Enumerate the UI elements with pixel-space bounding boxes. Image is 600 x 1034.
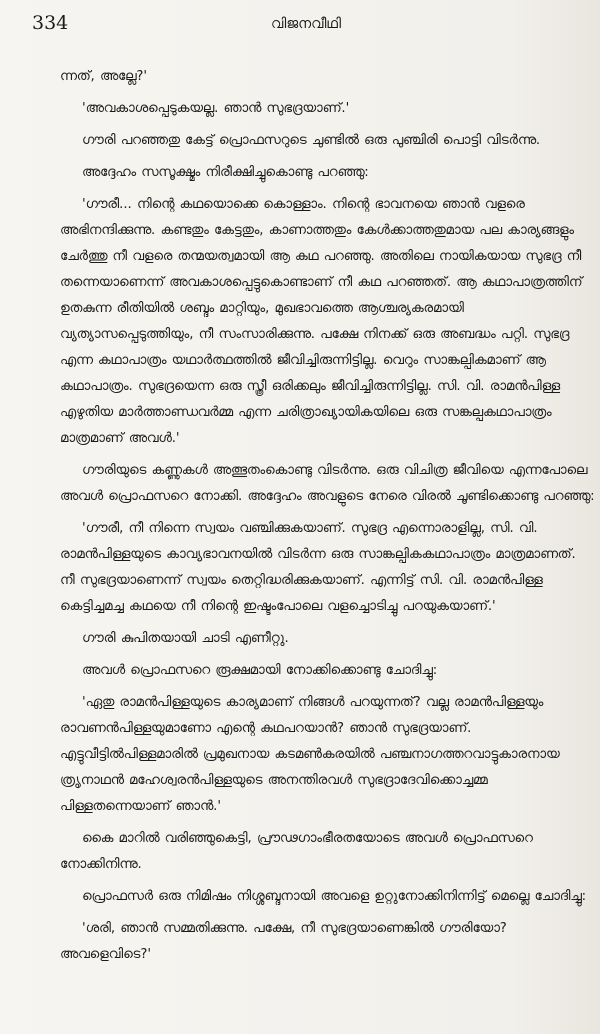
paragraph: 'ഗൗരീ, നീ നിന്നെ സ്വയം വഞ്ചിക്കുകയാണ്. സുഭദ്ര എന്നൊരാളില്ല, സി. വി. രാമൻപിള്ളയുടെ കാവ്യഭാവനയിൽ വിടർന്ന ഒരു സാങ്കല്പികകഥാപാത്രം മാത്രമാണത്. നീ സുഭദ്രയാണെന്ന് സ്വയം തെറ്റിദ്ധരിക്കുകയാണ്. എന്നിട്ട് സി. വി. രാമൻപിള്ള കെട്ടിച്ചമച്ച കഥയെ നീ നിന്റെ ഇഷ്ടംപോലെ വളച്ചൊടിച്ചു പറയുകയാണ്.' <box>60 521 576 614</box>
paragraph: അദ്ദേഹം സസൂക്ഷ്മം നിരീക്ഷിച്ചുകൊണ്ടു പറഞ്ഞു: <box>82 165 369 180</box>
page-number: 334 <box>32 12 69 34</box>
paragraph: ന്നത്, അല്ലേ?' <box>60 69 148 84</box>
paragraph: ഗൗരിയുടെ കണ്ണുകൾ അത്ഭുതംകൊണ്ടു വിടർന്നു. ഒരു വിചിത്ര ജീവിയെ എന്നപോലെ അവൾ പ്രൊഫസറെ നോക്കി. അദ്ദേഹം അവളുടെ നേരെ വിരൽ ചൂണ്ടിക്കൊണ്ടു പറഞ്ഞു: <box>60 463 595 504</box>
paragraph: അവൾ പ്രൊഫസറെ രൂക്ഷമായി നോക്കിക്കൊണ്ടു ചോദിച്ചു: <box>82 663 438 678</box>
paragraph: ഗൗരി പറഞ്ഞതു കേട്ട് പ്രൊഫസറുടെ ചുണ്ടിൽ ഒരു പുഞ്ചിരി പൊട്ടി വിടർന്നു. <box>82 133 541 148</box>
page-header <box>32 12 580 38</box>
paragraph: ഗൗരി കുപിതയായി ചാടി എണീറ്റു. <box>82 631 289 646</box>
running-title: വിജനവീഥി <box>271 16 341 32</box>
paragraph: 'ഗൗരീ... നിന്റെ കഥയൊക്കെ കൊള്ളാം. നിന്റെ ഭാവനയെ ഞാൻ വളരെ അഭിനന്ദിക്കുന്നു. കണ്ടതും കേട്ടതും, കാണാത്തതും കേൾക്കാത്തതുമായ പല കാര്യങ്ങളും ചേർത്തു നീ വളരെ തന്മയത്വമായി ആ കഥ പറഞ്ഞു. അതിലെ നായികയായ സുഭദ്ര നീ തന്നെയാണെന്ന് അവകാശപ്പെട്ടുകൊണ്ടാണ് നീ കഥ പറഞ്ഞത്. ആ കഥാപാത്രത്തിന് ഉതകുന്ന രീതിയിൽ ശബ്ദം മാറ്റിയും, മുഖഭാവത്തെ ആശ്ചര്യകരമായി വ്യത്യാസപ്പെടുത്തിയും, നീ സംസാരിക്കുന്നു. പക്ഷേ നിനക്ക് ഒരു അബദ്ധം പറ്റി. സുഭദ്ര എന്ന കഥാപാത്രം യഥാർത്ഥത്തിൽ ജീവിച്ചിരുന്നിട്ടില്ല. വെറും സാങ്കല്പികമാണ് ആ കഥാപാത്രം. സുഭദ്രയെന്ന ഒരു സ്ത്രീ ഒരിക്കലും ജീവിച്ചിരുന്നിട്ടില്ല. സി. വി. രാമൻപിള്ള എഴുതിയ മാർത്താണ്ഡവർമ്മ എന്ന ചരിത്രാഖ്യായികയിലെ ഒരു സങ്കല്പകഥാപാത്രം മാത്രമാണ് അവൾ.' <box>60 197 583 446</box>
body-text <box>60 64 595 974</box>
paragraph: പ്രൊഫസർ ഒരു നിമിഷം നിശ്ശബ്ദനായി അവളെ ഉറ്റുനോക്കിനിന്നിട്ട് മെല്ലെ ചോദിച്ചു: <box>82 889 587 904</box>
paragraph: 'ശരി, ഞാൻ സമ്മതിക്കുന്നു. പക്ഷേ, നീ സുഭദ്രയാണെങ്കിൽ ഗൗരിയോ? അവളെവിടെ?' <box>60 921 507 962</box>
paragraph: 'ഏതു രാമൻപിള്ളയുടെ കാര്യമാണ് നിങ്ങൾ പറയുന്നത്? വല്ല രാമൻപിള്ളയും രാവണൻപിള്ളയുമാണോ എന്റെ കഥപറയാൻ? ഞാൻ സുഭദ്രയാണ്. എട്ടുവീട്ടിൽപിള്ളമാരിൽ പ്രമുഖനായ കടമൺകരയിൽ പഞ്ചനാഗത്തറവാട്ടുകാരനായ ത്രൃനാഥൻ മഹേശ്വരൻപിള്ളയുടെ അനന്തിരവൾ സുഭദ്രാദേവിക്കൊച്ചമ്മ പിള്ളതന്നെയാണ് ഞാൻ.' <box>60 695 560 814</box>
paragraph: കൈ മാറിൽ വരിഞ്ഞുകെട്ടി, പ്രൗഢഗാംഭീരതയോടെ അവൾ പ്രൊഫസറെ നോക്കിനിന്നു. <box>60 831 533 872</box>
paragraph: 'അവകാശപ്പെടുകയല്ല. ഞാൻ സുഭദ്രയാണ്.' <box>82 101 350 116</box>
